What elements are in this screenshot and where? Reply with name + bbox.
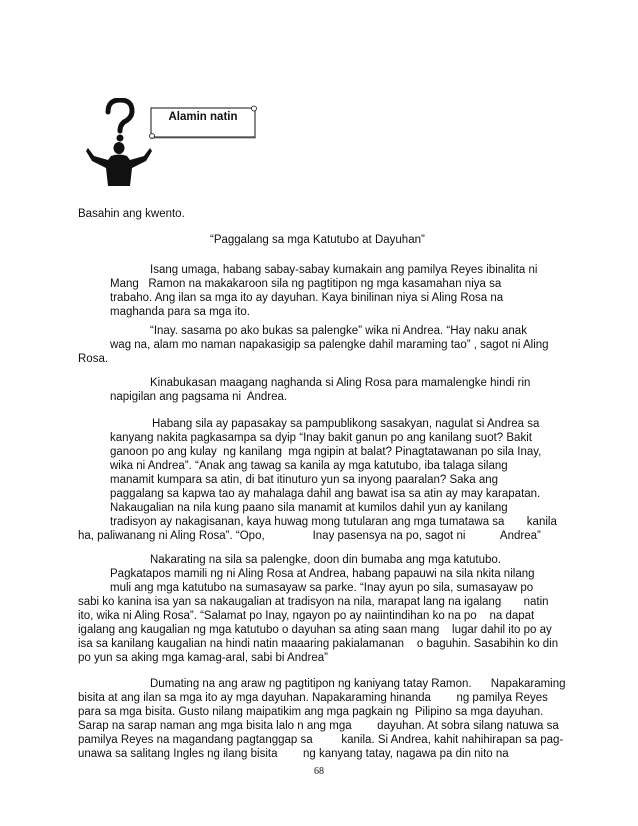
- text-line: Kinabukasan maagang naghanda si Aling Rosa para mamalengke hindi rin: [150, 377, 531, 389]
- text-line: sabi ko kanina isa yan sa nakaugalian at tradisyon na nila, marapat lang na igalang natin: [78, 596, 549, 608]
- text-line: Nakarating na sila sa palengke, doon din bumaba ang mga katutubo.: [150, 554, 501, 566]
- text-line: Pagkatapos mamili ng ni Aling Rosa at Andrea, habang papauwi na sila nkita nilang: [110, 568, 535, 580]
- text-line: napigilan ang pagsama ni Andrea.: [110, 391, 288, 403]
- text-line: Rosa.: [78, 353, 109, 365]
- text-line: bisita at ang ilan sa mga ito ay mga dayuhan. Napakaraming hinanda ng pamilya Reyes: [78, 692, 548, 704]
- text-line: igalang ang kaugalian ng mga katutubo o dayuhan sa ating saan mang lugar dahil ito po ay: [78, 624, 552, 636]
- text-line: Habang sila ay papasakay sa pampublikong sasakyan, nagulat si Andrea sa: [152, 418, 540, 430]
- text-line: kanyang nakita pagkasampa sa dyip “Inay bakit ganun po ang kanilang suot? Bakit: [110, 432, 532, 444]
- text-line: paggalang sa kapwa tao ay mahalaga dahil ang bawat isa sa atin ay may karapatan.: [110, 488, 541, 500]
- text-line: manamit kumpara sa atin, di bat itinuturo yun sa inyong paaralan? Saka ang: [110, 474, 499, 486]
- intro-text: Basahin ang kwento.: [78, 208, 185, 220]
- text-line: wag na, alam mo naman napakasigip sa palengke dahil maraming tao” , sagot ni Aling: [110, 339, 549, 351]
- scroll-banner: [148, 105, 258, 139]
- banner-title: Alamin natin: [168, 111, 238, 123]
- text-line: unawa sa salitang Ingles ng ilang bisita ng kanyang tatay, nagawa pa din nito na: [78, 748, 509, 760]
- text-line: trabaho. Ang ilan sa mga ito ay dayuhan. Kaya binilinan niya si Aling Rosa na: [110, 292, 504, 304]
- text-line: para sa mga bisita. Gusto nilang maipatikim ang mga pagkain ng Pilipino sa mga dayuhan.: [78, 706, 544, 718]
- text-line: tradisyon ay nakagisanan, kaya huwag mong tutularan ang mga tumatawa sa kanila: [110, 516, 557, 528]
- story-title: “Paggalang sa mga Katutubo at Dayuhan”: [210, 234, 425, 246]
- text-line: ito, wika ni Aling Rosa”. “Salamat po Inay, ngayon po ay naiintindihan ko na po na dapat: [78, 610, 535, 622]
- text-line: ganoon po ang kulay ng kanilang mga ngipin at balat? Pinagtatawanan po sila Inay,: [110, 446, 542, 458]
- page-number: 68: [314, 766, 324, 777]
- text-line: Isang umaga, habang sabay-sabay kumakain ang pamilya Reyes ibinalita ni: [150, 264, 538, 276]
- text-line: Dumating na ang araw ng pagtitipon ng kaniyang tatay Ramon. Napakaraming: [150, 678, 566, 690]
- thinking-person-icon: [84, 98, 154, 186]
- text-line: muli ang mga katutubo na sumasayaw sa parke. “Inay ayun po sila, sumasayaw po: [110, 582, 534, 594]
- text-line: isa sa kanilang kaugalian na hindi natin maaaring pakialamanan o baguhin. Sasabihin ko din: [78, 638, 559, 650]
- text-line: maghanda para sa mga ito.: [110, 306, 251, 318]
- text-line: ha, paliwanang ni Aling Rosa”. “Opo, Inay pasensya na po, sagot ni Andrea”: [78, 530, 541, 542]
- text-line: wika ni Andrea”. “Anak ang tawag sa kanila ay mga katutubo, iba talaga silang: [110, 460, 508, 472]
- text-line: Nakaugalian na nila kung paano sila manamit at kumilos dahil yun ay kanilang: [110, 502, 508, 514]
- text-line: pamilya Reyes na magandang pagtanggap sa kanila. Si Andrea, kahit nahihirapan sa pag-: [78, 734, 564, 746]
- text-line: po yun sa aking mga kamag-aral, sabi bi Andrea”: [78, 652, 328, 664]
- text-line: Mang Ramon na makakaroon sila ng pagtitipon ng mga kasamahan niya sa: [110, 278, 502, 290]
- text-line: Sarap na sarap naman ang mga bisita lalo n ang mga dayuhan. At sobra silang natuwa sa: [78, 720, 559, 732]
- text-line: “Inay. sasama po ako bukas sa palengke” wika ni Andrea. “Hay naku anak: [150, 325, 527, 337]
